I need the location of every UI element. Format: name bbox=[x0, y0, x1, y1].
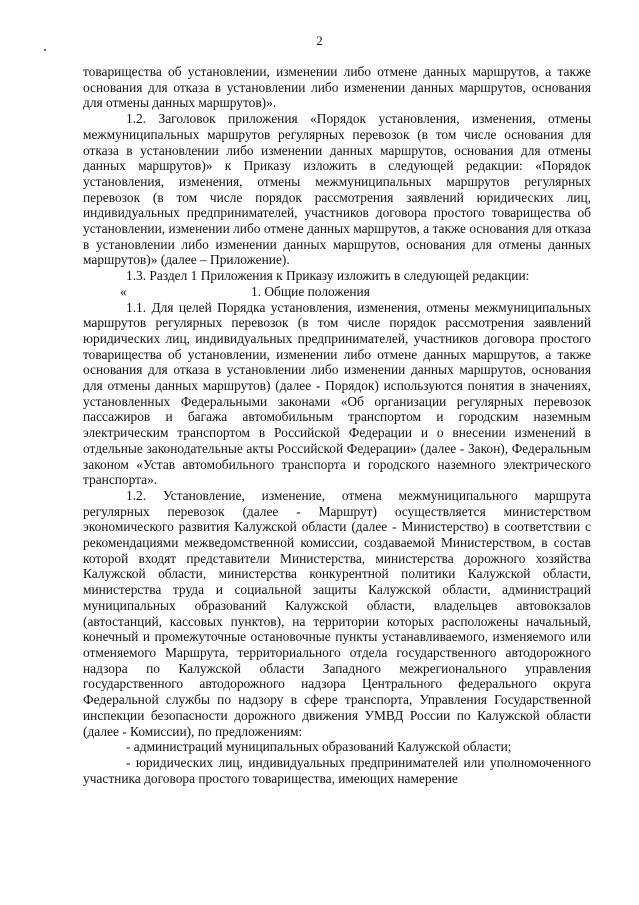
page-number: 2 bbox=[316, 33, 323, 48]
section-heading: 1. Общие положения bbox=[251, 283, 370, 299]
paragraph-section-1-2: 1.2. Установление, изменение, отмена межмуниципального маршрута регулярных перевозок (далее - Маршрут) осуществляется министерством экономического развития Калужской области (далее - Министерство) в соответствии с рекомендациями межведомственной комиссии, создаваемой Министерством, в состав которой входят представители Министерства, министерства дорожного хозяйства Калужской области, министерства конкурентной политики Калужской области, министерства труда и социальной защиты Калужской области, администраций муниципальных образований Калужской области, владельцев автовокзалов (автостанций, кассовых пунктов), на территории которых расположены начальный, конечный и промежуточные остановочные пункты устанавливаемого, изменяемого или отменяемого Маршрута, территориального отдела государственного автодорожного надзора по Калужской области Западного межрегионального управления государственного автодорожного надзора Центрального федерального округа Федеральной службы по надзору в сфере транспорта, Управления Государственной инспекции безопасности дорожного движения УМВД России по Калужской области (далее - Комиссии), по предложениям: bbox=[83, 487, 591, 739]
paragraph-continuation: товарищества об установлении, изменении либо отмене данных маршрутов, а также основания для отказа в установлении либо изменении данных маршрутов, основания для отмены данных маршрутов)». bbox=[83, 64, 591, 111]
list-item-legal-entities: - юридических лиц, индивидуальных предпринимателей или уполномоченного участника договора простого товарищества, имеющих намерение bbox=[83, 754, 591, 786]
scan-speck bbox=[44, 49, 46, 51]
opening-quote-mark: « bbox=[120, 283, 127, 299]
paragraph-1-2: 1.2. Заголовок приложения «Порядок установления, изменения, отмены межмуниципальных маршрутов регулярных перевозок (в том числе основания для отказа в установлении либо изменении данных маршрутов, основания для отмены данных маршрутов)» к Приказу изложить в следующей редакции: «Порядок установления, изменения, отмены межмуниципальных маршрутов регулярных перевозок (в том числе порядок рассмотрения заявлений юридических лиц, индивидуальных предпринимателей, участников договора простого товарищества об установлении, изменении либо отмене данных маршрутов, а также основания для отказа в установлении либо изменении данных маршрутов, основания для отмены данных маршрутов)» (далее – Приложение). bbox=[83, 111, 591, 268]
document-body bbox=[83, 64, 591, 786]
list-item-municipal-administrations: - администраций муниципальных образований Калужской области; bbox=[126, 739, 512, 755]
paragraph-1-3: 1.3. Раздел 1 Приложения к Приказу изложить в следующей редакции: bbox=[126, 268, 530, 284]
paragraph-section-1-1: 1.1. Для целей Порядка установления, изменения, отмены межмуниципальных маршрутов регулярных перевозок (в том числе порядок рассмотрения заявлений юридических лиц, индивидуальных предпринимателей, участников договора простого товарищества об установлении, изменении либо отмене данных маршрутов, а также основания для отказа в установлении либо изменении данных маршрутов, основания для отмены данных маршрутов) (далее - Порядок) используются понятия в значениях, установленных Федеральными законами «Об организации регулярных перевозок пассажиров и багажа автомобильным транспортом и городским наземным электрическим транспортом в Российской Федерации и о внесении изменений в отдельные законодательные акты Российской Федерации» (далее - Закон), Федеральным законом «Устав автомобильного транспорта и городского наземного электрического транспорта». bbox=[83, 299, 591, 488]
section-heading-line bbox=[83, 284, 591, 300]
